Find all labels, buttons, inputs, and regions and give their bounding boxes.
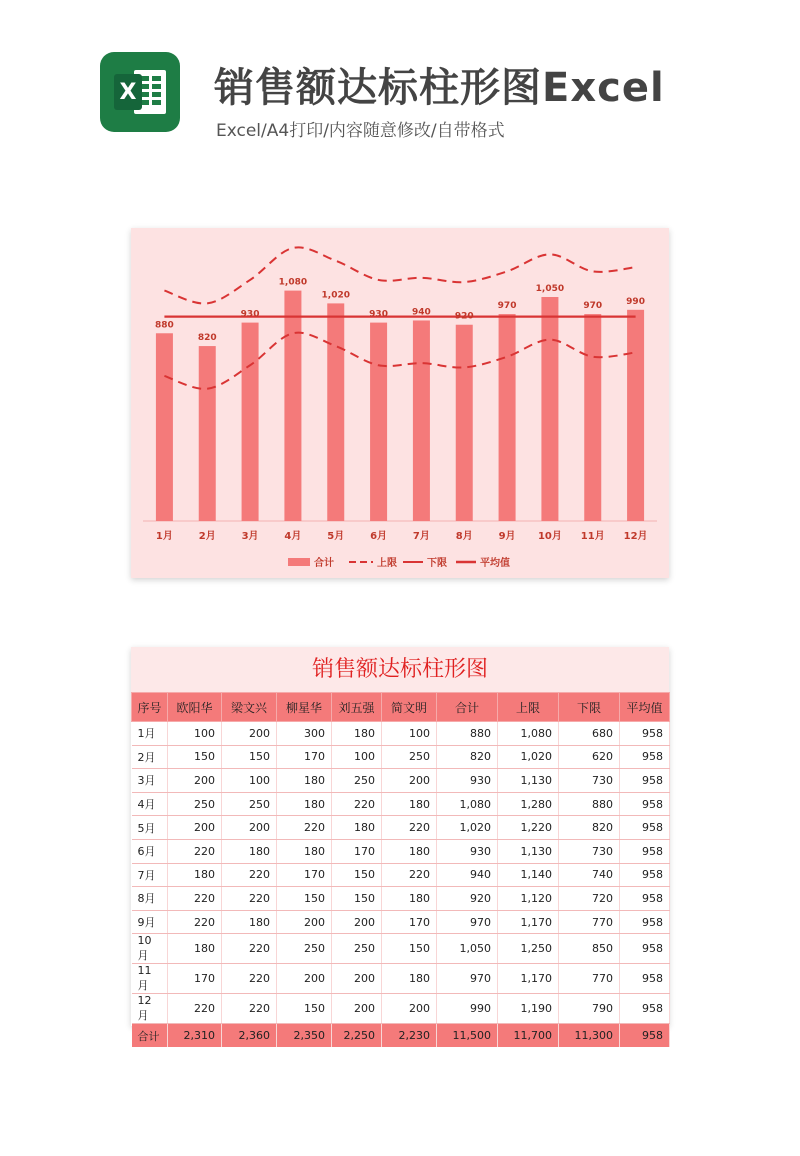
bar [199,346,216,521]
table-cell: 150 [277,887,332,911]
table-row [132,994,670,1024]
table-cell: 1,050 [437,934,498,964]
page-title: 销售额达标柱形图Excel [214,65,665,111]
table-cell: 620 [559,745,620,769]
table-cell: 2,350 [277,1024,332,1047]
table-cell: 200 [222,816,277,840]
legend-label: 合计 [314,558,334,569]
table-cell: 1,020 [498,745,559,769]
table-cell: 150 [332,863,382,887]
bar [327,303,344,521]
table-cell: 1,130 [498,839,559,863]
table-cell: 200 [332,964,382,994]
chart-card [131,228,669,578]
table-row [132,816,670,840]
data-label: 940 [412,307,431,318]
table-cell: 958 [620,994,670,1024]
table-cell: 220 [277,816,332,840]
table-cell: 12月 [132,994,168,1024]
table-cell: 180 [382,887,437,911]
x-tick-label: 7月 [412,531,430,542]
table-cell: 880 [559,792,620,816]
table-cell: 8月 [132,887,168,911]
table-card [131,647,669,1043]
table-cell: 7月 [132,863,168,887]
x-tick-label: 5月 [327,531,345,542]
bar [541,297,558,521]
table-cell: 100 [222,769,277,793]
table-cell: 1,080 [498,722,559,746]
table-cell: 170 [382,910,437,934]
table-row [132,934,670,964]
table-cell: 990 [437,994,498,1024]
data-label: 970 [583,301,603,312]
bar [413,320,430,521]
table-cell: 958 [620,816,670,840]
table-cell: 720 [559,887,620,911]
sales-chart [131,228,669,578]
table-cell: 250 [222,792,277,816]
column-header: 简文明 [382,693,437,722]
column-header: 合计 [437,693,498,722]
data-label: 1,050 [535,284,565,294]
table-cell: 10月 [132,934,168,964]
table-cell: 100 [382,722,437,746]
table-cell: 200 [168,816,222,840]
table-cell: 170 [332,839,382,863]
table-cell: 2,360 [222,1024,277,1047]
bar [284,291,301,521]
table-cell: 970 [437,910,498,934]
table-cell: 3月 [132,769,168,793]
table-cell: 1,020 [437,816,498,840]
table-cell: 200 [382,994,437,1024]
table-cell: 930 [437,769,498,793]
table-cell: 150 [332,887,382,911]
table-cell: 180 [277,839,332,863]
table-cell: 220 [222,964,277,994]
table-cell: 200 [277,964,332,994]
table-cell: 820 [437,745,498,769]
table-cell: 730 [559,839,620,863]
table-title: 销售额达标柱形图 [131,647,669,692]
table-cell: 770 [559,910,620,934]
data-label: 990 [626,296,645,307]
table-cell: 958 [620,839,670,863]
table-header-row [132,693,670,722]
table-cell: 220 [222,887,277,911]
table-row [132,839,670,863]
table-cell: 180 [277,792,332,816]
x-tick-label: 10月 [537,531,562,542]
table-cell: 200 [332,910,382,934]
table-cell: 770 [559,964,620,994]
table-cell: 220 [168,910,222,934]
table-row [132,887,670,911]
table-cell: 11,300 [559,1024,620,1047]
column-header: 序号 [132,693,168,722]
table-cell: 6月 [132,839,168,863]
data-label: 930 [240,309,260,320]
sales-table [131,692,670,1047]
table-cell: 180 [382,792,437,816]
table-cell: 180 [382,839,437,863]
table-cell: 958 [620,1024,670,1047]
column-header: 刘五强 [332,693,382,722]
table-cell: 220 [168,887,222,911]
table-cell: 200 [168,769,222,793]
data-label: 920 [454,311,474,322]
table-cell: 730 [559,769,620,793]
x-tick-label: 12月 [623,531,648,542]
table-cell: 970 [437,964,498,994]
table-cell: 200 [332,994,382,1024]
table-cell: 150 [277,994,332,1024]
legend-label: 平均值 [480,558,510,569]
table-cell: 100 [168,722,222,746]
upper-limit-line [164,247,635,303]
table-cell: 958 [620,887,670,911]
table-cell: 220 [222,994,277,1024]
table-cell: 1,220 [498,816,559,840]
table-cell: 200 [222,722,277,746]
table-cell: 1,140 [498,863,559,887]
table-row [132,910,670,934]
bar [242,323,259,521]
bar [584,314,601,521]
table-cell: 1,280 [498,792,559,816]
table-cell: 180 [222,910,277,934]
table-cell: 940 [437,863,498,887]
table-cell: 170 [277,863,332,887]
column-header: 柳星华 [277,693,332,722]
x-tick-label: 11月 [580,531,605,542]
lower-limit-line [164,333,635,389]
table-row [132,863,670,887]
table-cell: 180 [332,722,382,746]
table-cell: 220 [382,863,437,887]
table-cell: 2,230 [382,1024,437,1047]
excel-logo-icon [100,52,180,132]
table-cell: 11,700 [498,1024,559,1047]
table-cell: 100 [332,745,382,769]
table-cell: 2,250 [332,1024,382,1047]
table-cell: 200 [382,769,437,793]
table-cell: 180 [332,816,382,840]
x-tick-label: 3月 [241,531,259,542]
data-label: 1,080 [278,277,308,288]
table-cell: 180 [222,839,277,863]
table-cell: 220 [222,863,277,887]
table-cell: 1,170 [498,910,559,934]
table-cell: 150 [222,745,277,769]
table-cell: 180 [168,934,222,964]
bar [499,314,516,521]
x-tick-label: 2月 [198,531,216,542]
table-cell: 958 [620,792,670,816]
table-cell: 958 [620,863,670,887]
table-cell: 2月 [132,745,168,769]
table-row [132,964,670,994]
x-tick-label: 1月 [155,531,173,542]
legend-label: 上限 [377,558,397,569]
table-cell: 220 [168,994,222,1024]
table-cell: 220 [168,839,222,863]
column-header: 下限 [559,693,620,722]
table-cell: 2,310 [168,1024,222,1047]
table-cell: 170 [168,964,222,994]
table-cell: 958 [620,722,670,746]
table-cell: 200 [277,910,332,934]
table-cell: 11,500 [437,1024,498,1047]
table-cell: 300 [277,722,332,746]
table-cell: 合计 [132,1024,168,1047]
table-cell: 170 [277,745,332,769]
bar [456,325,473,521]
data-label: 820 [197,333,217,344]
table-total-row [132,1024,670,1047]
table-cell: 5月 [132,816,168,840]
table-cell: 740 [559,863,620,887]
table-cell: 180 [277,769,332,793]
bar [370,323,387,521]
data-label: 1,020 [321,290,350,301]
table-cell: 1,250 [498,934,559,964]
table-cell: 1,130 [498,769,559,793]
column-header: 欧阳华 [168,693,222,722]
x-tick-label: 8月 [455,531,473,542]
table-cell: 180 [168,863,222,887]
page-subtitle: Excel/A4打印/内容随意修改/自带格式 [216,121,505,141]
table-cell: 150 [382,934,437,964]
table-cell: 958 [620,964,670,994]
table-cell: 220 [332,792,382,816]
legend-label: 下限 [427,558,447,569]
table-row [132,792,670,816]
table-cell: 4月 [132,792,168,816]
table-row [132,769,670,793]
table-cell: 1,120 [498,887,559,911]
table-cell: 11月 [132,964,168,994]
table-cell: 958 [620,745,670,769]
table-cell: 930 [437,839,498,863]
table-cell: 180 [382,964,437,994]
table-cell: 250 [332,769,382,793]
table-cell: 220 [222,934,277,964]
table-cell: 820 [559,816,620,840]
table-cell: 220 [382,816,437,840]
table-cell: 1,190 [498,994,559,1024]
table-cell: 958 [620,769,670,793]
table-row [132,722,670,746]
x-tick-label: 4月 [284,531,302,542]
data-label: 930 [369,309,388,320]
column-header: 梁文兴 [222,693,277,722]
table-cell: 250 [332,934,382,964]
bar [627,310,644,521]
x-tick-label: 9月 [498,531,516,542]
table-cell: 958 [620,910,670,934]
column-header: 平均值 [620,693,670,722]
table-cell: 1,170 [498,964,559,994]
table-cell: 880 [437,722,498,746]
legend-swatch-total [288,558,310,566]
data-label: 880 [155,320,174,331]
table-cell: 250 [168,792,222,816]
table-cell: 1,080 [437,792,498,816]
table-row [132,745,670,769]
table-cell: 250 [277,934,332,964]
table-cell: 920 [437,887,498,911]
bar [156,333,173,521]
excel-logo-letter: X [119,80,137,105]
column-header: 上限 [498,693,559,722]
table-cell: 1月 [132,722,168,746]
table-cell: 9月 [132,910,168,934]
table-cell: 958 [620,934,670,964]
table-cell: 790 [559,994,620,1024]
table-cell: 150 [168,745,222,769]
table-cell: 850 [559,934,620,964]
table-cell: 250 [382,745,437,769]
x-tick-label: 6月 [370,531,388,542]
table-cell: 680 [559,722,620,746]
data-label: 970 [497,301,517,312]
